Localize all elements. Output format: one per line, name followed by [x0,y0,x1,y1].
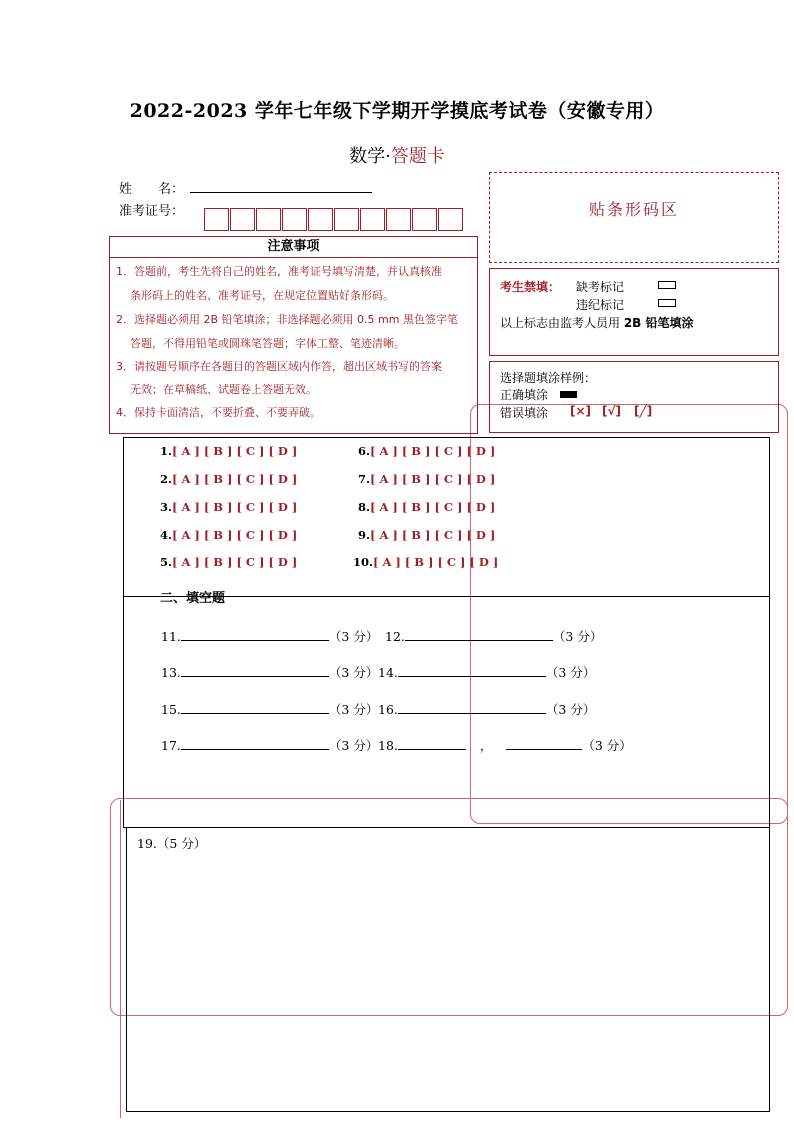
mc-question-row[interactable]: 9.[ A ] [ B ] [ C ] [ D ] [358,528,496,542]
fill-row: 17. （3 分） [161,738,379,753]
correct-fill-label: 正确填涂 [500,388,549,402]
mc-question-row[interactable]: 3.[ A ] [ B ] [ C ] [ D ] [160,500,298,514]
notice-line: 无效；在草稿纸、试题卷上答题无效。 [130,383,317,396]
forbidden-note-bold: 2B 铅笔填涂 [623,316,694,330]
barcode-label: 贴条形码区 [588,200,679,219]
fill-row: 11. （3 分） [161,629,379,644]
exam-id-digit-box[interactable] [334,208,359,231]
multiple-choice-section [123,437,770,597]
fill-row: 16. （3 分） [378,702,596,717]
fill-blank-title [160,591,225,605]
answer-blank[interactable] [181,628,329,641]
forbidden-note [500,314,694,331]
card-subtitle [0,142,794,168]
wrong-fill-mark: [×] [570,404,592,418]
mc-question-row[interactable]: 4.[ A ] [ B ] [ C ] [ D ] [160,528,298,542]
exam-id-digit-box[interactable] [230,208,255,231]
correct-fill-mark [560,391,577,398]
answer-blank[interactable] [506,737,582,750]
answer-blank[interactable] [181,664,329,677]
notice-heading: 注意事项 [109,236,478,258]
fill-blank-title-text: 二、填空题 [160,591,226,605]
fill-row: 18. ， （3 分） [378,738,632,753]
exam-id-digit-box[interactable] [412,208,437,231]
question-19-label: 19.（5 分） [137,836,207,851]
answer-blank[interactable] [398,701,546,714]
exam-id-digit-box[interactable] [438,208,463,231]
notice-line: 答题，不得用铅笔或圆珠笔答题；字体工整、笔迹清晰。 [130,337,405,350]
barcode-area [489,172,779,263]
absent-mark-label: 缺考标记 [576,280,625,294]
margin-line [120,800,121,1118]
subject-label: 数学· [349,146,391,167]
mc-question-row[interactable]: 10.[ A ] [ B ] [ C ] [ D ] [353,555,499,569]
wrong-fill-mark: [√] [602,404,621,418]
exam-id-digit-box[interactable] [308,208,333,231]
answer-blank[interactable] [405,628,553,641]
violation-mark-label: 违纪标记 [576,298,625,312]
forbidden-fill-box [489,268,779,356]
fill-row: 13. （3 分） [161,665,379,680]
exam-id-digit-box[interactable] [282,208,307,231]
mc-question-row[interactable]: 5.[ A ] [ B ] [ C ] [ D ] [160,555,298,569]
violation-mark-box[interactable] [658,299,676,307]
notice-line: 3．请按题号顺序在各题目的答题区域内作答，超出区域书写的答案 [116,360,442,373]
name-field[interactable] [190,178,372,193]
fill-row: 15. （3 分） [161,702,379,717]
exam-id-digit-box[interactable] [256,208,281,231]
answer-blank[interactable] [181,701,329,714]
notice-line: 1．答题前，考生先将自己的姓名，准考证号填写清楚，并认真核准 [116,265,442,278]
answer-blank[interactable] [181,737,329,750]
notice-line: 条形码上的姓名、准考证号，在规定位置贴好条形码。 [130,289,394,302]
notice-box [109,258,478,434]
answer-card-label: 答题卡 [390,146,445,167]
exam-id-digit-box[interactable] [360,208,385,231]
notice-line: 2．选择题必须用 2B 铅笔填涂；非选择题必须用 0.5 mm 黑色签字笔 [116,313,458,326]
mc-question-row[interactable]: 6.[ A ] [ B ] [ C ] [ D ] [358,444,496,458]
notice-line: 4．保持卡面清洁，不要折叠、不要弄破。 [116,406,321,419]
answer-blank[interactable] [398,737,466,750]
mc-question-row[interactable]: 7.[ A ] [ B ] [ C ] [ D ] [358,472,496,486]
exam-id-label: 准考证号： [119,204,185,219]
fill-row: 14. （3 分） [378,665,596,680]
mc-question-row[interactable]: 8.[ A ] [ B ] [ C ] [ D ] [358,500,496,514]
absent-mark-box[interactable] [658,281,676,289]
question-19-section[interactable] [126,827,770,1112]
wrong-fill-label: 错误填涂 [500,406,549,420]
exam-id-digit-box[interactable] [204,208,229,231]
forbidden-label: 考生禁填： [500,280,561,294]
wrong-fill-mark: [╱] [634,404,653,418]
exam-id-digit-box[interactable] [386,208,411,231]
sample-title: 选择题填涂样例： [500,371,597,385]
fill-row: 12. （3 分） [385,629,603,644]
exam-title: 2022-2023 学年七年级下学期开学摸底考试卷（安徽专用） [129,100,665,122]
forbidden-note-text: 以上标志由监考人员用 [500,316,624,330]
mc-question-row[interactable]: 2.[ A ] [ B ] [ C ] [ D ] [160,472,298,486]
answer-blank[interactable] [398,664,546,677]
mc-question-row[interactable]: 1.[ A ] [ B ] [ C ] [ D ] [160,444,298,458]
sample-fill-box [489,361,779,433]
name-label: 姓 名： [119,182,185,197]
